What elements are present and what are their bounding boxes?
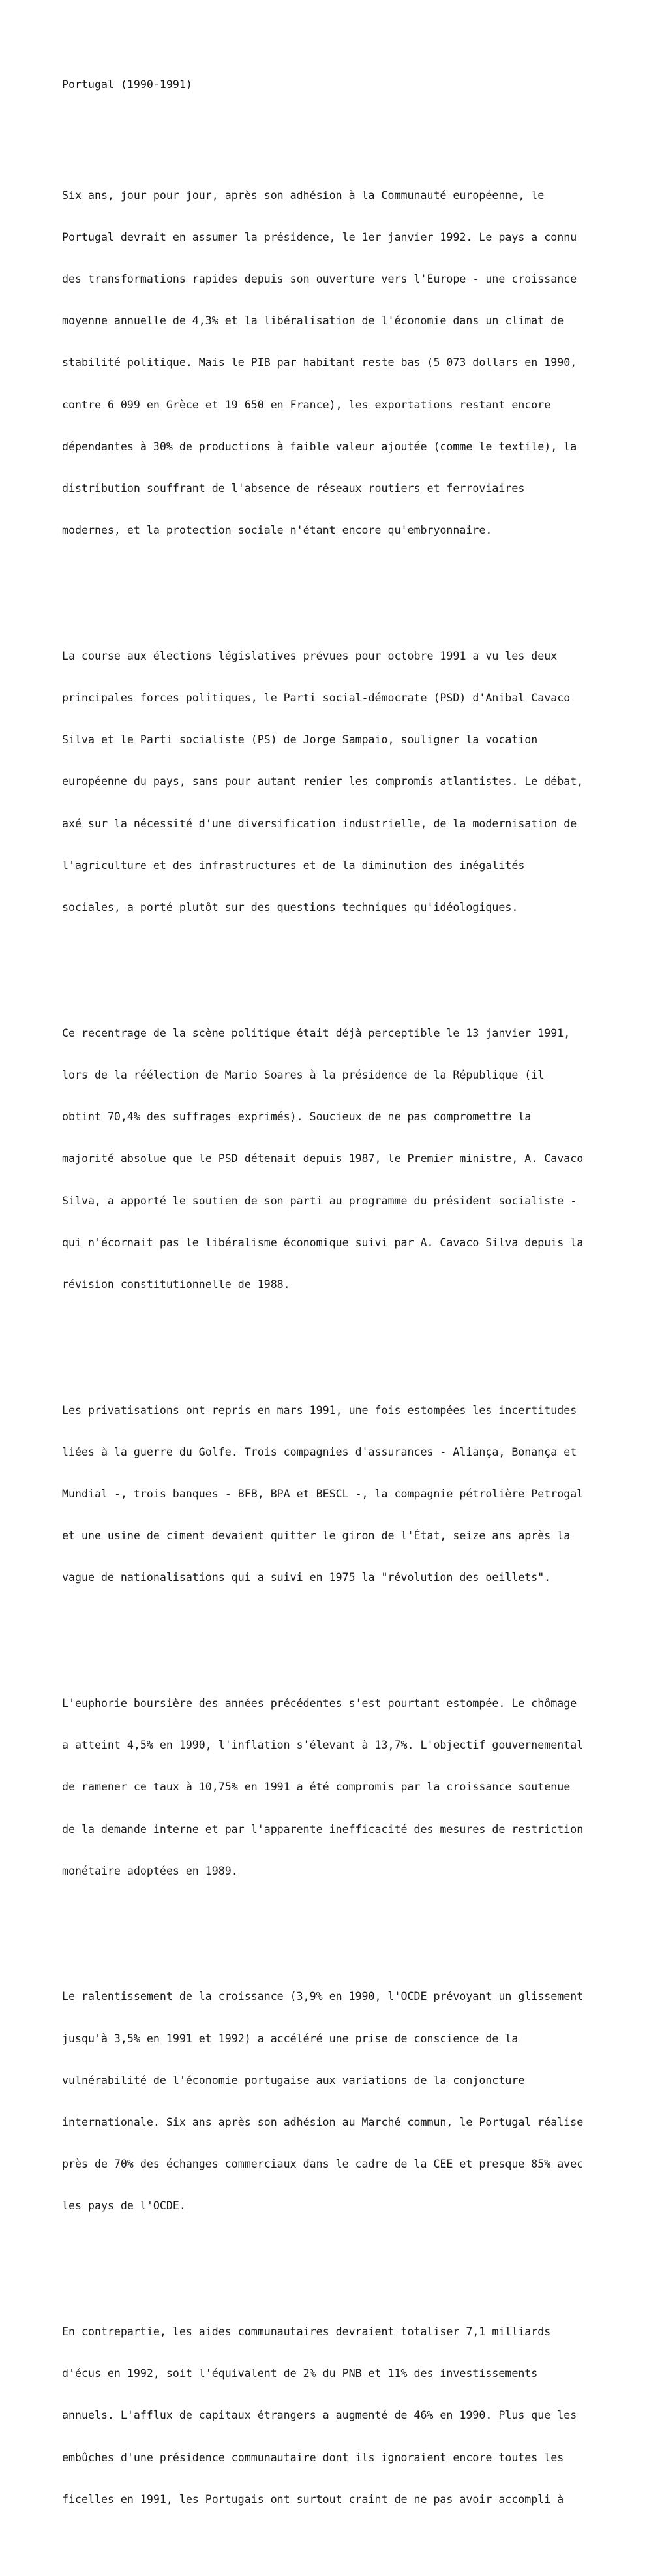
- text-line: principales forces politiques, le Parti social-démocrate (PSD) d'Anibal Cavaco: [62, 692, 571, 705]
- text-line: ficelles en 1991, les Portugais ont surtout craint de ne pas avoir accompli à: [62, 2492, 564, 2506]
- text-line: En contrepartie, les aides communautaires devraient totaliser 7,1 milliards: [62, 2325, 551, 2338]
- text-line: monétaire adoptées en 1989.: [62, 1864, 238, 1877]
- text-line: modernes, et la protection sociale n'étant encore qu'embryonnaire.: [62, 524, 492, 537]
- text-line: L'euphorie boursière des années précédentes s'est pourtant estompée. Le chômage: [62, 1697, 577, 1710]
- text-line: internationale. Six ans après son adhésion au Marché commun, le Portugal réalise: [62, 2116, 584, 2129]
- text-line: moyenne annuelle de 4,3% et la libéralisation de l'économie dans un climat de: [62, 314, 564, 328]
- text-line: vulnérabilité de l'économie portugaise aux variations de la conjoncture: [62, 2074, 525, 2087]
- text-line: près de 70% des échanges commerciaux dans le cadre de la CEE et presque 85% avec: [62, 2158, 584, 2171]
- paragraph-3: [62, 998, 583, 1319]
- text-line: annuels. L'afflux de capitaux étrangers a augmenté de 46% en 1990. Plus que les: [62, 2409, 577, 2422]
- paragraph-1: [62, 161, 583, 566]
- text-line: qui n'écornait pas le libéralisme économique suivi par A. Cavaco Silva depuis la: [62, 1236, 584, 1249]
- text-line: révision constitutionnelle de 1988.: [62, 1278, 290, 1291]
- page-title: Portugal (1990-1991): [62, 78, 192, 91]
- text-line: stabilité politique. Mais le PIB par habitant reste bas (5 073 dollars en 1990,: [62, 356, 577, 369]
- text-line: a atteint 4,5% en 1990, l'inflation s'élevant à 13,7%. L'objectif gouvernemental: [62, 1739, 584, 1752]
- text-line: Ce recentrage de la scène politique était déjà perceptible le 13 janvier 1991,: [62, 1026, 571, 1039]
- text-line: Silva et le Parti socialiste (PS) de Jorge Sampaio, souligner la vocation: [62, 733, 538, 746]
- text-line: embûches d'une présidence communautaire dont ils ignoraient encore toutes les: [62, 2451, 564, 2464]
- text-line: des transformations rapides depuis son ouverture vers l'Europe - une croissance: [62, 273, 577, 286]
- text-line: Mundial -, trois banques - BFB, BPA et BESCL -, la compagnie pétrolière Petrogal: [62, 1487, 584, 1500]
- text-line: liées à la guerre du Golfe. Trois compagnies d'assurances - Aliança, Bonança et: [62, 1445, 577, 1458]
- text-line: obtint 70,4% des suffrages exprimés). Soucieux de ne pas compromettre la: [62, 1111, 532, 1124]
- text-line: européenne du pays, sans pour autant renier les compromis atlantistes. Le débat,: [62, 775, 584, 788]
- text-line: et une usine de ciment devaient quitter le giron de l'État, seize ans après la: [62, 1529, 571, 1542]
- text-line: Portugal devrait en assumer la présidence, le 1er janvier 1992. Le pays a connu: [62, 230, 577, 243]
- paragraph-5: [62, 1668, 583, 1906]
- text-line: axé sur la nécessité d'une diversification industrielle, de la modernisation de: [62, 817, 577, 830]
- text-line: les pays de l'OCDE.: [62, 2200, 186, 2213]
- text-line: de ramener ce taux à 10,75% en 1991 a été compromis par la croissance soutenue: [62, 1781, 571, 1794]
- text-line: dépendantes à 30% de productions à faible valeur ajoutée (comme le textile), la: [62, 440, 577, 453]
- text-line: sociales, a porté plutôt sur des questions techniques qu'idéologiques.: [62, 901, 519, 914]
- text-line: l'agriculture et des infrastructures et de la diminution des inégalités: [62, 859, 525, 872]
- text-line: contre 6 099 en Grèce et 19 650 en France), les exportations restant encore: [62, 398, 551, 411]
- paragraph-2: [62, 621, 583, 942]
- paragraph-7: [62, 2297, 583, 2534]
- text-line: Six ans, jour pour jour, après son adhésion à la Communauté européenne, le: [62, 189, 545, 202]
- paragraph-4: [62, 1375, 583, 1613]
- text-line: majorité absolue que le PSD détenait depuis 1987, le Premier ministre, A. Cavaco: [62, 1152, 584, 1165]
- text-line: Les privatisations ont repris en mars 1991, une fois estompées les incertitudes: [62, 1403, 577, 1417]
- text-line: de la demande interne et par l'apparente inefficacité des mesures de restriction: [62, 1822, 584, 1835]
- text-line: La course aux élections législatives prévues pour octobre 1991 a vu les deux: [62, 649, 558, 662]
- text-line: d'écus en 1992, soit l'équivalent de 2% du PNB et 11% des investissements: [62, 2367, 538, 2380]
- text-line: lors de la réélection de Mario Soares à la présidence de la République (il: [62, 1068, 545, 1081]
- document-body: [62, 132, 583, 2576]
- text-line: Silva, a apporté le soutien de son parti au programme du président socialiste -: [62, 1194, 577, 1207]
- text-line: distribution souffrant de l'absence de réseaux routiers et ferroviaires: [62, 482, 525, 495]
- text-line: jusqu'à 3,5% en 1991 et 1992) a accéléré une prise de conscience de la: [62, 2032, 519, 2045]
- text-line: vague de nationalisations qui a suivi en 1975 la "révolution des oeillets".: [62, 1571, 551, 1584]
- text-line: Le ralentissement de la croissance (3,9% en 1990, l'OCDE prévoyant un glissement: [62, 1990, 584, 2003]
- paragraph-6: [62, 1962, 583, 2241]
